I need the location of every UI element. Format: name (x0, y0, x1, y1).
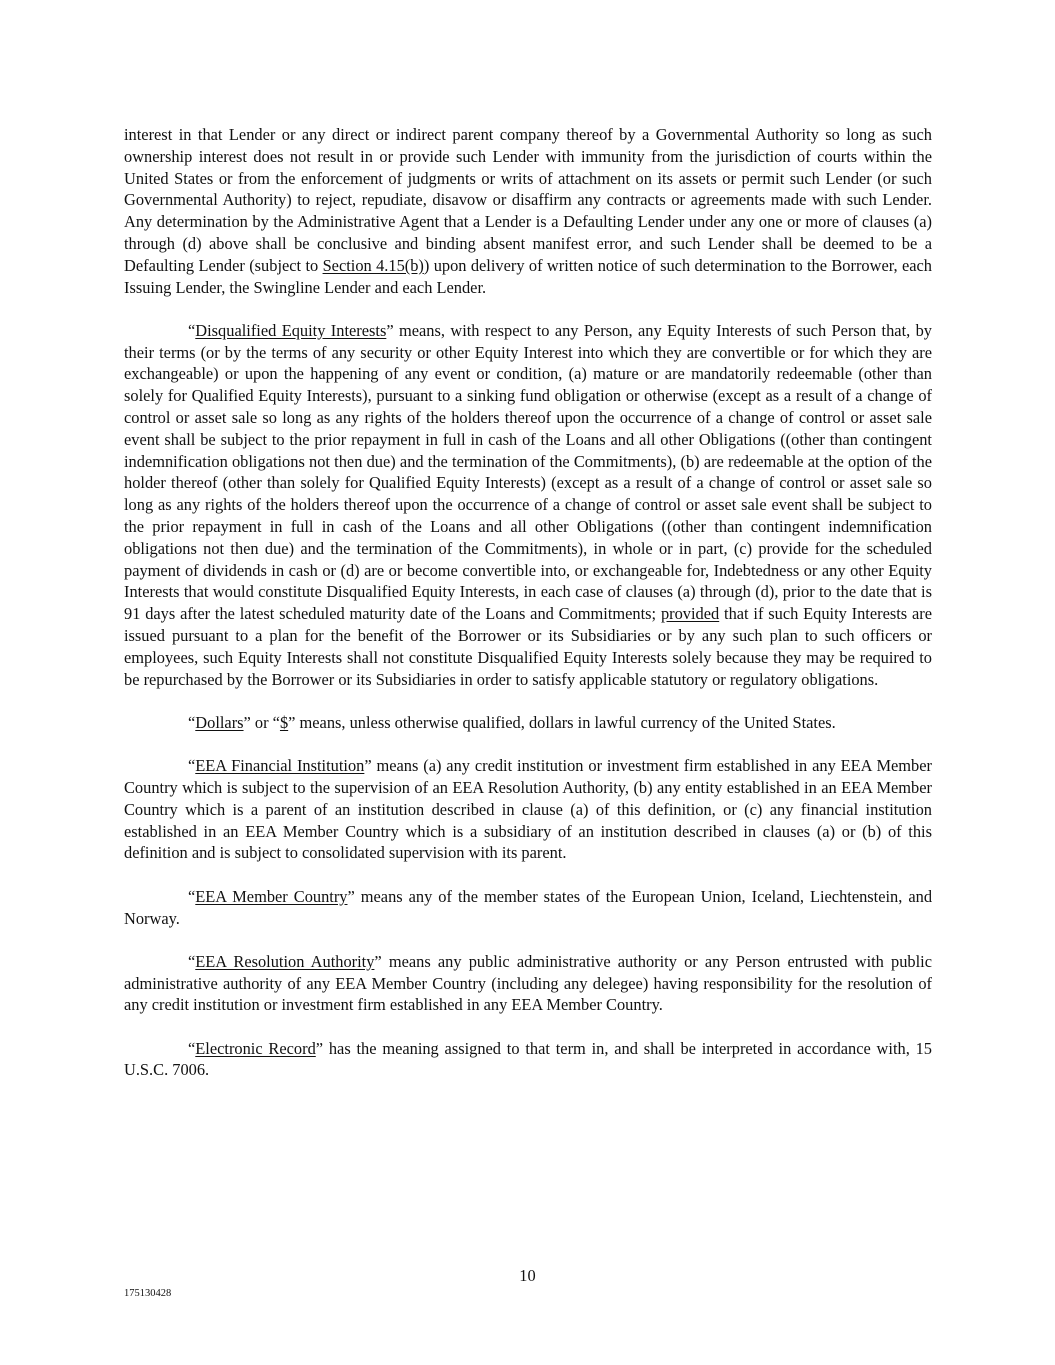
paragraph-text: ” means any public administrative authority or any Person entrusted with public administrative authority of any EEA Member Country (including any delegee) having responsibility for the resolution of any credit institution or investment firm established in any EEA Member Country. (124, 951, 932, 1015)
defined-term: Electronic Record (195, 1038, 316, 1058)
defined-term: provided (660, 604, 720, 624)
paragraph-text: “ (188, 756, 196, 776)
defined-term: EEA Resolution Authority (195, 951, 375, 971)
defined-term: EEA Member Country (195, 886, 348, 906)
paragraph-text: ” means, with respect to any Person, any Equity Interests of such Person that, by their terms (or by the terms of any security or other Equity Interest into which they are convertible or for which they are exchangeable) or upon the happening of any event or condition, (a) mature or are mandatorily redeemable (other than solely for Qualified Equity Interests), pursuant to a sinking fund obligation or otherwise (except as a result of a change of control or asset sale so long as any rights of the holders thereof upon the occurrence of a change of control or asset sale event shall be subject to the prior repayment in full in cash of the Loans and all other Obligations ((other than contingent indemnification obligations not then due) and the termination of the Commitments), (b) are redeemable at the option of the holder thereof (other than solely for Qualified Equity Interests) (except as a result of a change of control or asset sale so long as any rights of the holders thereof upon the occurrence of a change of control or asset sale event shall be subject to the prior repayment in full in cash of the Loans and all other Obligations ((other than contingent indemnification obligations not then due) and the termination of the Commitments), in whole or in part, (c) provide for the scheduled payment of dividends in cash or (d) are or become convertible into, or exchangeable for, Indebtedness or any other Equity Interests that would constitute Disqualified Equity Interests, in each case of clauses (a) through (d), prior to the date that is 91 days after the latest scheduled maturity date of the Loans and Commitments; (124, 320, 933, 624)
defined-term: EEA Financial Institution (195, 756, 365, 776)
document-body (124, 124, 932, 1103)
defined-term: Dollars (195, 712, 244, 732)
paragraph-text: that if such Equity Interests are issued pursuant to a plan for the benefit of the Borrower or its Subsidiaries or by any such plan to such officers or employees, such Equity Interests shall not constitute Disqualified Equity Interests solely because they may be required to be repurchased by the Borrower or its Subsidiaries in order to satisfy applicable statutory or regulatory obligations. (124, 604, 932, 689)
paragraph-text: ) upon delivery of written notice of such determination to the Borrower, each Issuing Lender, the Swingline Lender and each Lender. (124, 255, 933, 297)
paragraph (124, 886, 932, 930)
paragraph-text: ” has the meaning assigned to that term in, and shall be interpreted in accordance with, 15 U.S.C. 7006. (124, 1038, 932, 1080)
paragraph-text: “ (188, 951, 196, 971)
paragraph (124, 1038, 932, 1082)
paragraph (124, 712, 932, 734)
paragraph-text: ” means any of the member states of the European Union, Iceland, Liechtenstein, and Norway. (124, 886, 933, 928)
paragraph-text: ” means (a) any credit institution or investment firm established in any EEA Member Country which is subject to the supervision of an EEA Resolution Authority, (b) any entity established in an EEA Member Country which is a parent of an institution described in clause (a) of this definition, or (c) any financial institution established in an EEA Member Country which is a subsidiary of an institution described in clauses (a) or (b) of this definition and is subject to consolidated supervision with its parent. (124, 756, 932, 863)
paragraph (124, 755, 932, 864)
paragraph-text: “ (188, 320, 196, 340)
paragraph (124, 320, 932, 691)
defined-term: Disqualified Equity Interests (195, 320, 387, 340)
paragraph-text: “ (188, 1038, 196, 1058)
paragraph-text: interest in that Lender or any direct or indirect parent company thereof by a Governmental Authority so long as such ownership interest does not result in or provide such Lender with immunity from the jurisdiction of courts within the United States or from the enforcement of judgments or writs of attachment on its assets or permit such Lender (or such Governmental Authority) to reject, repudiate, disavow or disaffirm any contracts or agreements made with such Lender. Any determination by the Administrative Agent that a Lender is a Defaulting Lender under any one or more of clauses (a) through (d) above shall be conclusive and binding absent manifest error, and such Lender shall be deemed to be a Defaulting Lender (subject to (124, 125, 932, 275)
defined-term: $ (279, 712, 289, 732)
page-number: 10 (519, 1266, 536, 1285)
paragraph-text: “ (188, 712, 196, 732)
defined-term: Section 4.15(b) (322, 255, 424, 275)
document-id: 175130428 (124, 1288, 172, 1299)
paragraph (124, 124, 932, 298)
paragraph-text: ” means, unless otherwise qualified, dollars in lawful currency of the United States. (288, 712, 836, 732)
paragraph-text: “ (188, 886, 196, 906)
paragraph (124, 951, 932, 1016)
paragraph-text: ” or “ (243, 712, 280, 732)
